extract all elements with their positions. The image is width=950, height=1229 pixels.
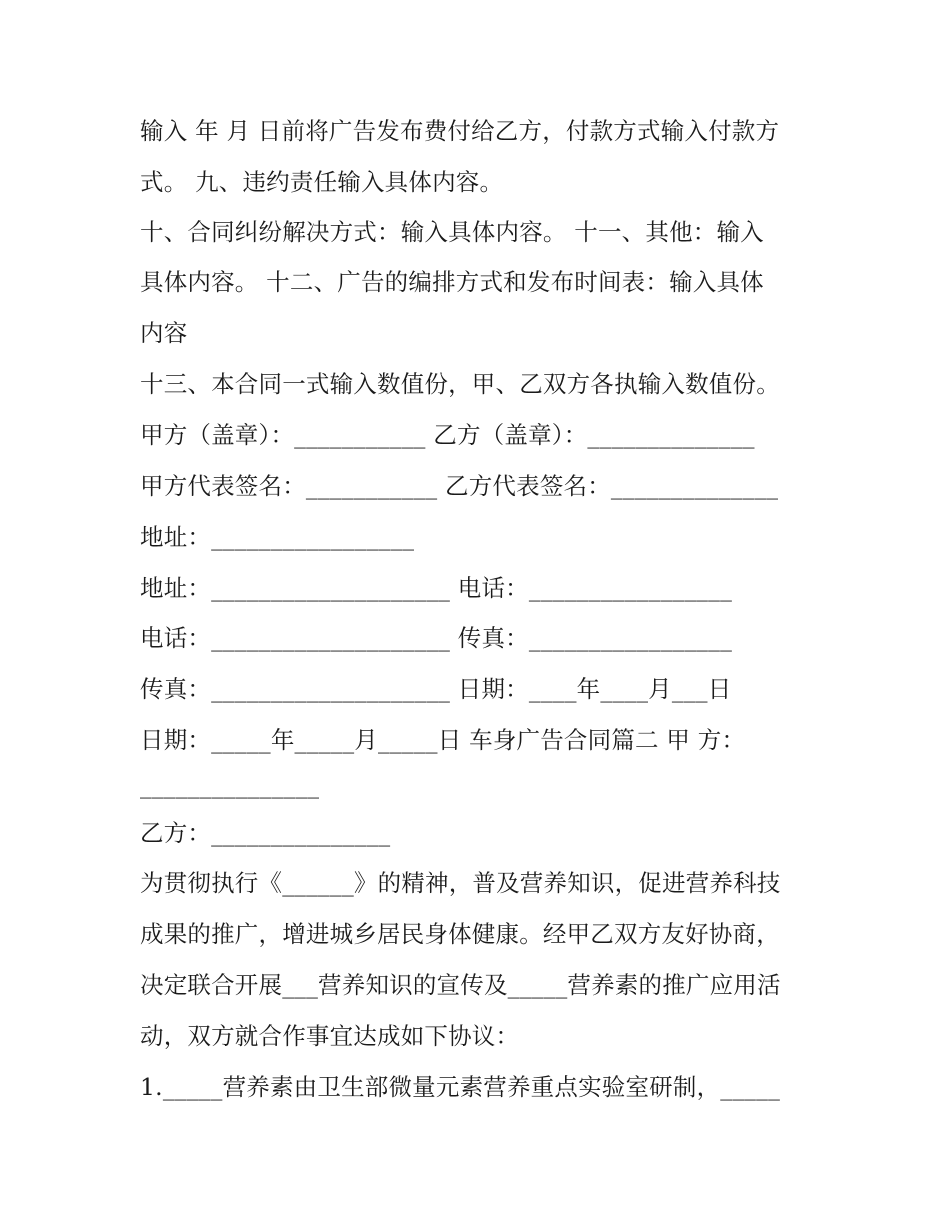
text-line: 具体内容。 十二、广告的编排方式和发布时间表：输入具体 <box>140 268 764 296</box>
blank-line: _______________ <box>140 771 320 799</box>
text-line: 内容 <box>140 319 188 347</box>
text-line: 动，双方就合作事宜达成如下协议： <box>140 1022 520 1050</box>
address-phone-line: 地址：____________________ 电话：_________________ <box>140 574 733 602</box>
text-line: 决定联合开展___营养知识的宣传及_____营养素的推广应用活 <box>140 971 781 999</box>
signature-line-seal: 甲方（盖章）：___________ 乙方（盖章）：______________ <box>140 421 755 449</box>
text-line: 成果的推广，增进城乡居民身体健康。经甲乙双方友好协商， <box>140 920 780 948</box>
fax-date-line: 传真：____________________ 日期：____年____月___日 <box>140 675 732 703</box>
text-line: 1._____营养素由卫生部微量元素营养重点实验室研制，_____ <box>140 1073 781 1101</box>
phone-fax-line: 电话：____________________ 传真：_________________ <box>140 624 733 652</box>
party-b-line: 乙方：_______________ <box>140 819 391 847</box>
text-line: 十、合同纠纷解决方式：输入具体内容。 十一、其他：输入 <box>140 218 764 246</box>
signature-line-representative: 甲方代表签名：___________ 乙方代表签名：______________ <box>140 472 779 500</box>
text-line: 为贯彻执行《______》的精神，普及营养知识，促进营养科技 <box>140 869 781 897</box>
text-line: 输入 年 月 日前将广告发布费付给乙方，付款方式输入付款方 <box>140 117 780 145</box>
address-line: 地址：_________________ <box>140 523 415 551</box>
date-line: 日期：_____年_____月_____日 车身广告合同篇二 甲 方： <box>140 726 746 754</box>
text-line: 式。 九、违约责任输入具体内容。 <box>140 168 504 196</box>
text-line: 十三、本合同一式输入数值份，甲、乙双方各执输入数值份。 <box>140 370 780 398</box>
